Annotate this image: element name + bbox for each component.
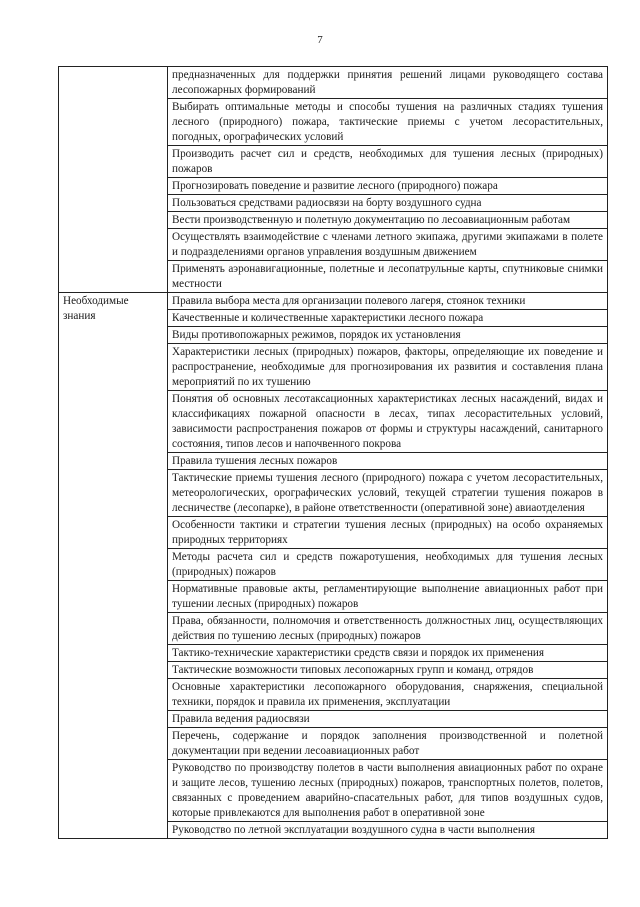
requirement-item: Тактические приемы тушения лесного (природного) пожара с учетом лесорастительных, метеорологических, орографических условий, текущей стратегии тушения пожаров в лесничестве (лесопарке), в районе ответственности (оперативной зоне) авиаотделения — [168, 470, 608, 517]
requirement-item: Тактико-технические характеристики средств связи и порядок их применения — [168, 645, 608, 662]
page-number: 7 — [317, 34, 323, 46]
requirement-item: Производить расчет сил и средств, необходимых для тушения лесных (природных) пожаров — [168, 146, 608, 178]
requirement-item: Правила ведения радиосвязи — [168, 711, 608, 728]
requirement-item: Применять аэронавигационные, полетные и лесопатрульные карты, спутниковые снимки местности — [168, 261, 608, 293]
requirement-item: Выбирать оптимальные методы и способы тушения на различных стадиях тушения лесного (природного) пожара, тактические приемы с учетом лесорастительных, погодных, орографических условий — [168, 99, 608, 146]
requirement-item: Прогнозировать поведение и развитие лесного (природного) пожара — [168, 178, 608, 195]
requirement-item: Осуществлять взаимодействие с членами летного экипажа, другими экипажами в полете и подразделениями органов управления воздушным движением — [168, 229, 608, 261]
requirement-item: Права, обязанности, полномочия и ответственность должностных лиц, осуществляющих действия по тушению лесных (природных) пожаров — [168, 613, 608, 645]
section-label — [59, 67, 168, 293]
requirement-item: Основные характеристики лесопожарного оборудования, снаряжения, специальной техники, порядок и правила их применения, эксплуатации — [168, 679, 608, 711]
requirement-item: Руководство по летной эксплуатации воздушного судна в части выполнения — [168, 822, 608, 839]
requirement-item: Тактические возможности типовых лесопожарных групп и команд, отрядов — [168, 662, 608, 679]
requirement-item: Методы расчета сил и средств пожаротушения, необходимых для тушения лесных (природных) пожаров — [168, 549, 608, 581]
requirement-item: Руководство по производству полетов в части выполнения авиационных работ по охране и защите лесов, тушению лесных (природных) пожаров, транспортных полетов, полетов, связанных с проведением аварийно-спасательных работ, для типов воздушных судов, которые привлекаются для выполнения работ в оперативной зоне — [168, 760, 608, 822]
requirement-item: предназначенных для поддержки принятия решений лицами руководящего состава лесопожарных формирований — [168, 67, 608, 99]
requirement-item: Понятия об основных лесотаксационных характеристиках лесных насаждений, видах и классификациях пожарной опасности в лесах, типах лесорастительных условий, зависимости распространения пожаров от формы и структуры насаждений, санитарного состояния, типов лесов и напочвенного покрова — [168, 391, 608, 453]
table-row — [59, 67, 608, 99]
requirement-item: Нормативные правовые акты, регламентирующие выполнение авиационных работ при тушении лесных (природных) пожаров — [168, 581, 608, 613]
requirement-item: Правила выбора места для организации полевого лагеря, стоянок техники — [168, 293, 608, 310]
table-row — [59, 293, 608, 310]
requirement-item: Перечень, содержание и порядок заполнения производственной и полетной документации при ведении лесоавиационных работ — [168, 728, 608, 760]
requirements-table — [58, 66, 608, 839]
requirement-item: Правила тушения лесных пожаров — [168, 453, 608, 470]
section-label: Необходимые знания — [59, 293, 168, 839]
requirement-item: Характеристики лесных (природных) пожаров, факторы, определяющие их поведение и распространение, необходимые для прогнозирования их развития и составления плана мероприятий по их тушению — [168, 344, 608, 391]
requirement-item: Качественные и количественные характеристики лесного пожара — [168, 310, 608, 327]
requirement-item: Пользоваться средствами радиосвязи на борту воздушного судна — [168, 195, 608, 212]
requirement-item: Виды противопожарных режимов, порядок их установления — [168, 327, 608, 344]
requirement-item: Особенности тактики и стратегии тушения лесных (природных) на особо охраняемых природных территориях — [168, 517, 608, 549]
requirement-item: Вести производственную и полетную документацию по лесоавиационным работам — [168, 212, 608, 229]
requirements-table-body — [59, 67, 608, 839]
